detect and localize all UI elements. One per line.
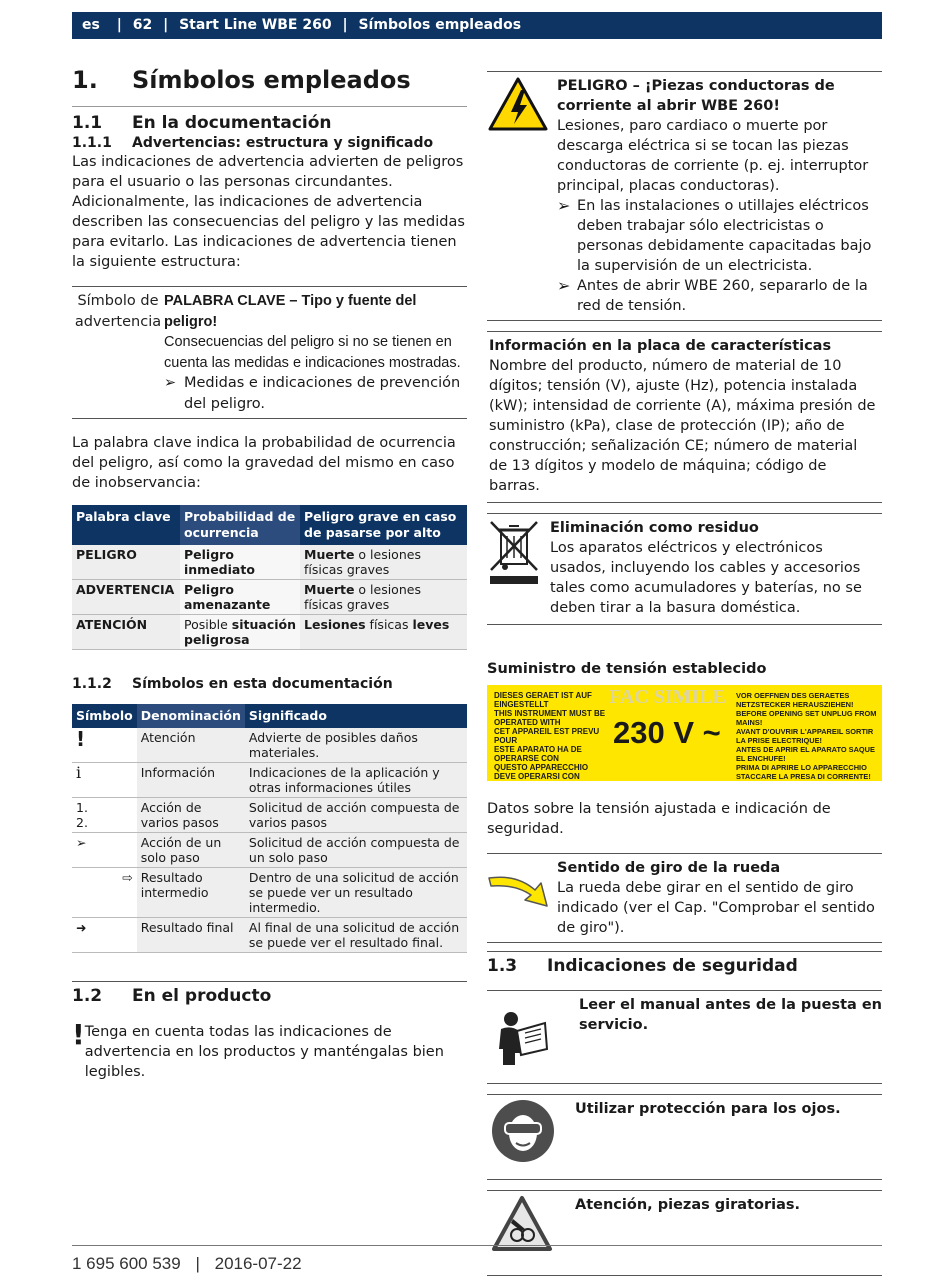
- left-column: [72, 60, 467, 1082]
- info-icon: i: [72, 763, 137, 798]
- section-title: Advertencias: estructura y significado: [132, 135, 434, 151]
- intro-paragraph: Las indicaciones de advertencia advierten de peligros para el usuario o las personas circundantes. Adicionalmente, las indicaciones de advertencia describen las consecuencias del peligro y las medidas para evitarlo. Las indicaciones de advertencia tienen la siguiente estructura:: [72, 154, 465, 270]
- high-voltage-icon: [487, 76, 557, 316]
- table-row: [72, 833, 467, 868]
- table-header-cell: Probabilidad de ocurrencia: [180, 505, 300, 545]
- arrow-bullet-icon: ➢: [72, 833, 137, 868]
- table-header-cell: Denominación: [137, 704, 245, 728]
- safety-eye-protection-text: Utilizar protección para los ojos.: [575, 1101, 841, 1117]
- arrow-bullet-icon: ➢: [557, 196, 571, 215]
- cell-text: físicas: [365, 617, 413, 632]
- intermediate-result-icon: ⇨: [72, 868, 137, 918]
- label-left-text: DIESES GERAET IST AUF EINGESTELLT THIS INSTRUMENT MUST BE OPERATED WITH CET APPAREIL EST PREVU POUR ESTE APARATO HA DE OPERARSE CON QUESTO APPARECCHIO DEVE OPERARSI CON: [494, 691, 606, 781]
- exclamation-icon: !: [72, 728, 137, 763]
- header-page: 62: [132, 17, 153, 33]
- section-number: 1.1.2: [72, 676, 112, 692]
- section-title: En el producto: [132, 986, 272, 1006]
- table-row: [72, 763, 467, 798]
- rotation-title: Sentido de giro de la rueda: [557, 860, 781, 876]
- section-title: Símbolos en esta documentación: [132, 676, 393, 692]
- table-cell: [300, 545, 467, 580]
- section-number: 1.1: [72, 113, 103, 133]
- rating-plate-box: [487, 331, 882, 503]
- table-header-row: [72, 505, 467, 545]
- table-cell: Acción de varios pasos: [137, 798, 245, 833]
- voltage-label-image: [487, 685, 882, 781]
- table-cell: [180, 615, 300, 650]
- section-heading-1-2: [72, 981, 467, 1006]
- safety-item-eye-protection: [487, 1094, 882, 1180]
- table-cell: PELIGRO: [72, 545, 180, 580]
- table-header-cell: Símbolo: [72, 704, 137, 728]
- table-cell: Advierte de posibles daños materiales.: [245, 728, 467, 763]
- right-column: [487, 60, 882, 1276]
- cell-emphasis: Muerte: [304, 582, 355, 597]
- document-date: 2016-07-22: [214, 1254, 302, 1273]
- arrow-bullet-icon: ➢: [164, 375, 177, 391]
- section-number: 1.2: [72, 986, 103, 1006]
- table-cell: Información: [137, 763, 245, 798]
- warning-consequence: Consecuencias del peligro si no se tienen en cuenta las medidas e indicaciones mostradas.: [164, 334, 461, 371]
- numbered-steps-icon: 1. 2.: [72, 798, 137, 833]
- warning-title: PALABRA CLAVE – Tipo y fuente del peligro!: [164, 293, 417, 330]
- table-cell: [300, 615, 467, 650]
- section-number: 1.1.1: [72, 135, 112, 151]
- document-number: 1 695 600 539: [72, 1254, 181, 1273]
- table-cell: Dentro de una solicitud de acción se puede ver un resultado intermedio.: [245, 868, 467, 918]
- read-manual-icon: [487, 995, 579, 1083]
- table-cell: ADVERTENCIA: [72, 580, 180, 615]
- danger-measure-1: En las instalaciones o utillajes eléctricos deben trabajar sólo electricistas o personas debidamente capacitadas bajo la supervisión de un electricista.: [577, 198, 872, 274]
- eye-protection-icon: [487, 1099, 575, 1179]
- table-cell: Solicitud de acción compuesta de varios pasos: [245, 798, 467, 833]
- arrow-bullet-icon: ➢: [557, 276, 571, 295]
- table-row: [72, 918, 467, 953]
- danger-box: [487, 71, 882, 321]
- page-header: es | 62 | Start Line WBE 260 | Símbolos empleados: [72, 12, 882, 39]
- table-row: [72, 798, 467, 833]
- safety-rotating-parts-text: Atención, piezas giratorias.: [575, 1197, 801, 1213]
- rating-plate-title: Información en la placa de características: [489, 338, 832, 354]
- fac-simile-watermark: FAC SIMILE: [609, 686, 726, 708]
- chapter-title: Símbolos empleados: [132, 66, 411, 94]
- rotation-text: La rueda debe girar en el sentido de giro indicado (ver el Cap. "Comprobar el sentido de giro").: [557, 880, 875, 936]
- table-header-row: [72, 704, 467, 728]
- table-header-cell: Peligro grave en caso de pasarse por alto: [300, 505, 467, 545]
- rating-plate-text: Nombre del producto, número de material de 10 dígitos; tensión (V), ajuste (Hz), potencia instalada (kW); intensidad de corriente (A), máxima presión de suministro (kPa), clase de protección (IP); año de construcción; señalización CE; número de material de 13 dígitos y modelo de máquina; código de barras.: [489, 358, 876, 494]
- table-row: [72, 728, 467, 763]
- product-note-text: Tenga en cuenta todas las indicaciones de advertencia en los productos y manténgalas bien legibles.: [84, 1024, 444, 1080]
- exclamation-icon: !: [72, 1018, 85, 1051]
- table-cell: Resultado intermedio: [137, 868, 245, 918]
- table-header-cell: Significado: [245, 704, 467, 728]
- danger-text: Lesiones, paro cardiaco o muerte por descarga eléctrica si se tocan las piezas conductoras de corriente (p. ej. interruptor principal, placas conductoras).: [557, 118, 869, 194]
- danger-title: PELIGRO – ¡Piezas conductoras de corriente al abrir WBE 260!: [557, 78, 835, 114]
- crossed-bin-icon: [487, 518, 550, 618]
- danger-measure-2: Antes de abrir WBE 260, separarlo de la red de tensión.: [577, 278, 868, 314]
- cell-emphasis: Muerte: [304, 547, 355, 562]
- section-title: Indicaciones de seguridad: [547, 956, 798, 976]
- symbols-table: [72, 704, 467, 953]
- warning-symbol-label: Símbolo de advertencia: [74, 293, 162, 330]
- section-heading-1-1-2: [72, 676, 467, 692]
- table-cell: Peligro amenazante: [180, 580, 300, 615]
- table-row: [72, 868, 467, 918]
- keyword-paragraph: La palabra clave indica la probabilidad de ocurrencia del peligro, así como la gravedad del mismo en caso de inobservancia:: [72, 435, 456, 491]
- cell-text: o lesiones físicas graves: [304, 547, 421, 577]
- disposal-box: [487, 513, 882, 625]
- label-right-text: VOR OEFFNEN DES GERAETES NETZSTECKER HERAUSZIEHEN! BEFORE OPENING SET UNPLUG FROM MAINS! AVANT D'OUVRIR L'APPAREIL SORTIR LA PRISE ELECTRIQUE! ANTES DE APRIR EL APARATO SAQUE EL ENCHUFE! PRIMA DI APRIRE LO APPARECCHIO STACCARE LA PRESA DI CORRENTE!: [736, 691, 877, 781]
- table-row: [72, 615, 467, 650]
- header-product: Start Line WBE 260: [179, 17, 332, 33]
- table-cell: Peligro inmediato: [180, 545, 300, 580]
- table-cell: ATENCIÓN: [72, 615, 180, 650]
- table-header-cell: Palabra clave: [72, 505, 180, 545]
- rotation-box: [487, 853, 882, 943]
- table-cell: Atención: [137, 728, 245, 763]
- section-heading-1-1: [72, 113, 467, 133]
- warning-structure-box: [72, 286, 467, 419]
- product-note: [72, 1018, 467, 1082]
- voltage-supply-title: Suministro de tensión establecido: [487, 661, 767, 677]
- cell-text: Posible: [184, 617, 232, 632]
- label-voltage: 230 V ~: [613, 715, 721, 750]
- table-cell: Solicitud de acción compuesta de un solo paso: [245, 833, 467, 868]
- header-section: Símbolos empleados: [358, 17, 522, 33]
- rotation-arrow-icon: [487, 858, 557, 938]
- table-cell: [300, 580, 467, 615]
- section-number: 1.3: [487, 956, 518, 976]
- cell-emphasis: situación peligrosa: [184, 617, 297, 647]
- table-cell: Acción de un solo paso: [137, 833, 245, 868]
- table-row: [72, 545, 467, 580]
- cell-emphasis: leves: [412, 617, 450, 632]
- table-cell: Al final de una solicitud de acción se puede ver el resultado final.: [245, 918, 467, 953]
- section-title: En la documentación: [132, 113, 332, 133]
- page-footer: 1 695 600 539 | 2016-07-22: [72, 1245, 882, 1274]
- safety-item-read-manual: [487, 990, 882, 1084]
- table-row: [72, 580, 467, 615]
- cell-text: o lesiones físicas graves: [304, 582, 421, 612]
- cell-emphasis: Lesiones: [304, 617, 366, 632]
- chapter-number: 1.: [72, 66, 98, 94]
- safety-read-manual-text: Leer el manual antes de la puesta en servicio.: [579, 997, 883, 1033]
- voltage-supply-text: Datos sobre la tensión ajustada e indicación de seguridad.: [487, 801, 831, 837]
- table-cell: Indicaciones de la aplicación y otras informaciones útiles: [245, 763, 467, 798]
- header-lang: es: [82, 17, 100, 33]
- section-heading-1-1-1: [72, 135, 467, 151]
- warning-measure: Medidas e indicaciones de prevención del peligro.: [184, 375, 461, 412]
- disposal-title: Eliminación como residuo: [550, 520, 759, 536]
- final-result-icon: ➜: [72, 918, 137, 953]
- keyword-table: [72, 505, 467, 650]
- disposal-text: Los aparatos eléctricos y electrónicos usados, incluyendo los cables y accesorios tales como acumuladores y baterías, no se deben tirar a la basura doméstica.: [550, 540, 862, 616]
- table-cell: Resultado final: [137, 918, 245, 953]
- section-heading-1-3: [487, 951, 882, 976]
- chapter-heading: [72, 66, 467, 107]
